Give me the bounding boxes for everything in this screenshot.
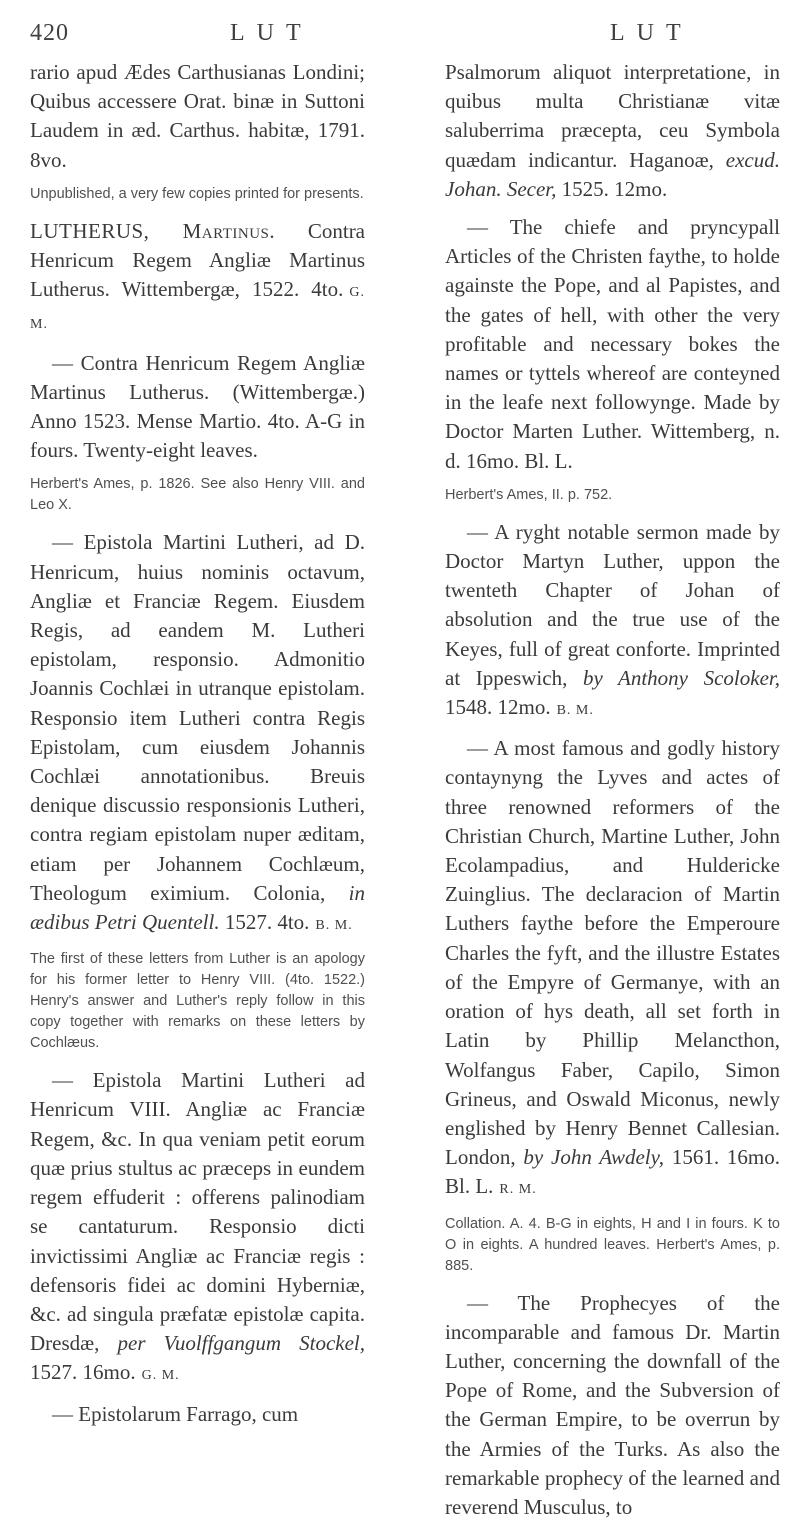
entry-text: 1525. 12mo. <box>556 176 668 201</box>
author-forename: Martinus. <box>182 218 276 243</box>
entry-text: rario apud Ædes Carthusianas Londini; Quibus accessere Orat. binæ in Suttoni Laudem in æd. Carthus. habitæ, 1791. 8vo. <box>30 60 365 172</box>
library-location: R. M. <box>499 1182 537 1198</box>
bibliographic-note <box>30 184 365 205</box>
catalogue-entry-continued <box>445 58 780 204</box>
library-location: G. M. <box>30 285 365 333</box>
bibliographic-note <box>445 1214 780 1277</box>
entry-text: 1561. 16mo. Bl. L. <box>445 1145 780 1199</box>
entry-text: — A most famous and godly history contaynyng the Lyves and actes of three renowned reformers of the Christian Church, Martine Luther, John Ecolampadius, and Huldericke Zuinglius. The declaracion of Martin Luthers faythe before the Emperoure Charles the fyft, and the illustre Estates of the Empyre of Germanye, with an oration of hys death, all set forth in Latin by Phillip Melancthon, Wolfangus Faber, Capilo, Simon Grineus, and Oswald Miconus, newly englished by Henry Bennet Callesian. London, <box>445 736 780 1170</box>
entry-text: — A ryght notable sermon made by Doctor Martyn Luther, uppon the twenteth Chapter of Johan of absolution and the true use of the Keyes, full of great conforte. Imprinted at Ippeswich, <box>445 519 780 690</box>
catalogue-entry <box>30 349 365 466</box>
entry-text: — Epistolarum Farrago, cum <box>52 1401 299 1426</box>
catalogue-entry <box>30 1066 365 1390</box>
library-location: G. M. <box>141 1368 180 1384</box>
entry-text: Herbert's Ames, p. 1826. See also Henry VIII. and Leo X. <box>30 476 365 514</box>
catalogue-entry <box>445 213 780 476</box>
bibliographic-note <box>445 485 780 506</box>
entry-text: 1527. 16mo. <box>30 1360 136 1385</box>
library-location: B. M. <box>556 703 594 719</box>
bibliographic-note <box>30 474 365 516</box>
entry-text: — Epistola Martini Lutheri ad Henricum VIII. Angliæ ac Franciæ Regem, &c. In qua veniam petit eorum quæ prius stultus ac præceps in eundem regem effuderit : offerens palinodiam se cantaturum. Responsio dicti invictissimi Angliæ ac Franciæ regis : defensoris fidei ac domini Hyberniæ, &c. ad singula præfatæ epistolæ capita. Dresdæ, <box>30 1068 365 1356</box>
catalogue-headword-entry <box>30 217 365 340</box>
entry-text: — Contra Henricum Regem Angliæ Martinus Lutherus. (Wittembergæ.) Anno 1523. Mense Martio. 4to. A-G in fours. Twenty-eight leaves. <box>30 350 365 463</box>
running-head-right: LUT <box>610 20 693 46</box>
catalogue-entry <box>30 528 365 940</box>
entry-text: — The chiefe and pryncypall Articles of the Christen faythe, to holde againste the Pope, and al Papistes, and the gates of hell, with other the very profitable and necessary bokes the names or tyttels whereof are conteyned in the leafe next followynge. Made by Doctor Marten Luther. Wittemberg, n. d. 16mo. Bl. L. <box>445 215 780 473</box>
entry-text: — The Prophecyes of the incomparable and famous Dr. Martin Luther, concerning the downfall of the Pope of Rome, and the Subversion of the German Empire, to be overrun by the Armies of the Turks. As also the remarkable prophecy of the learned and reverend Musculus, to <box>445 1290 780 1519</box>
catalogue-entry <box>445 1289 780 1523</box>
bibliographic-note <box>30 949 365 1054</box>
catalogue-entry-continued <box>30 58 365 175</box>
catalogue-entry <box>445 734 780 1204</box>
left-column <box>30 58 365 1438</box>
running-head-left: LUT <box>230 20 313 46</box>
entry-text: — Epistola Martini Lutheri, ad D. Henricum, huius nominis octavum, Angliæ et Franciæ Regem. Eiusdem Regis, ad eandem M. Lutheri epistolam, responsio. Admonitio Joannis Cochlæi in utranque epistolam. Responsio item Lutheri contra Regis Epistolam, cum eiusdem Johannis Cochlæi annotationibus. Breuis denique discussio responsionis Lutheri, contra regiam epistolam nuper æditam, etiam per Johannem Cochlæum, Theologum eximium. Colonia, <box>30 530 365 905</box>
catalogue-entry <box>30 1400 365 1429</box>
page-number: 420 <box>30 20 69 46</box>
entry-text: 1527. 4to. <box>219 910 310 935</box>
page-header <box>30 20 770 50</box>
entry-imprint-italic: by John Awdely, <box>523 1145 665 1170</box>
entry-text: Collation. A. 4. B-G in eights, H and I in fours. K to O in eights. A hundred leaves. Herbert's Ames, p. 885. <box>445 1215 780 1274</box>
entry-text: Contra Henricum Regem Angliæ Martinus Lutherus. Wittembergæ, 1522. 4to. <box>30 218 366 302</box>
entry-imprint-italic: excud. Johan. Secer, <box>445 147 780 201</box>
library-location: B. M. <box>315 918 353 934</box>
entry-imprint-italic: in ædibus Petri Quentell. <box>30 880 365 935</box>
catalogue-entry <box>445 518 780 725</box>
entry-imprint-italic: per Vuolffgangum Stockel, <box>117 1331 365 1356</box>
entry-text: Unpublished, a very few copies printed for presents. <box>30 185 364 202</box>
entry-text: Herbert's Ames, II. p. 752. <box>445 486 613 503</box>
headword: LUTHERUS, <box>30 218 183 243</box>
entry-text: 1548. 12mo. <box>445 695 551 720</box>
right-column <box>445 58 780 1531</box>
entry-imprint-italic: by Anthony Scoloker, <box>582 665 780 690</box>
entry-text: The first of these letters from Luther is an apology for his former letter to Henry VIII. (4to. 1522.) Henry's answer and Luther's reply follow in this copy together with remarks on these letters by Cochlæus. <box>30 951 365 1052</box>
entry-text: Psalmorum aliquot interpretatione, in quibus multa Christianæ vitæ saluberrima præcepta, ceu Symbola quædam indicantur. Haganoæ, <box>445 60 780 172</box>
